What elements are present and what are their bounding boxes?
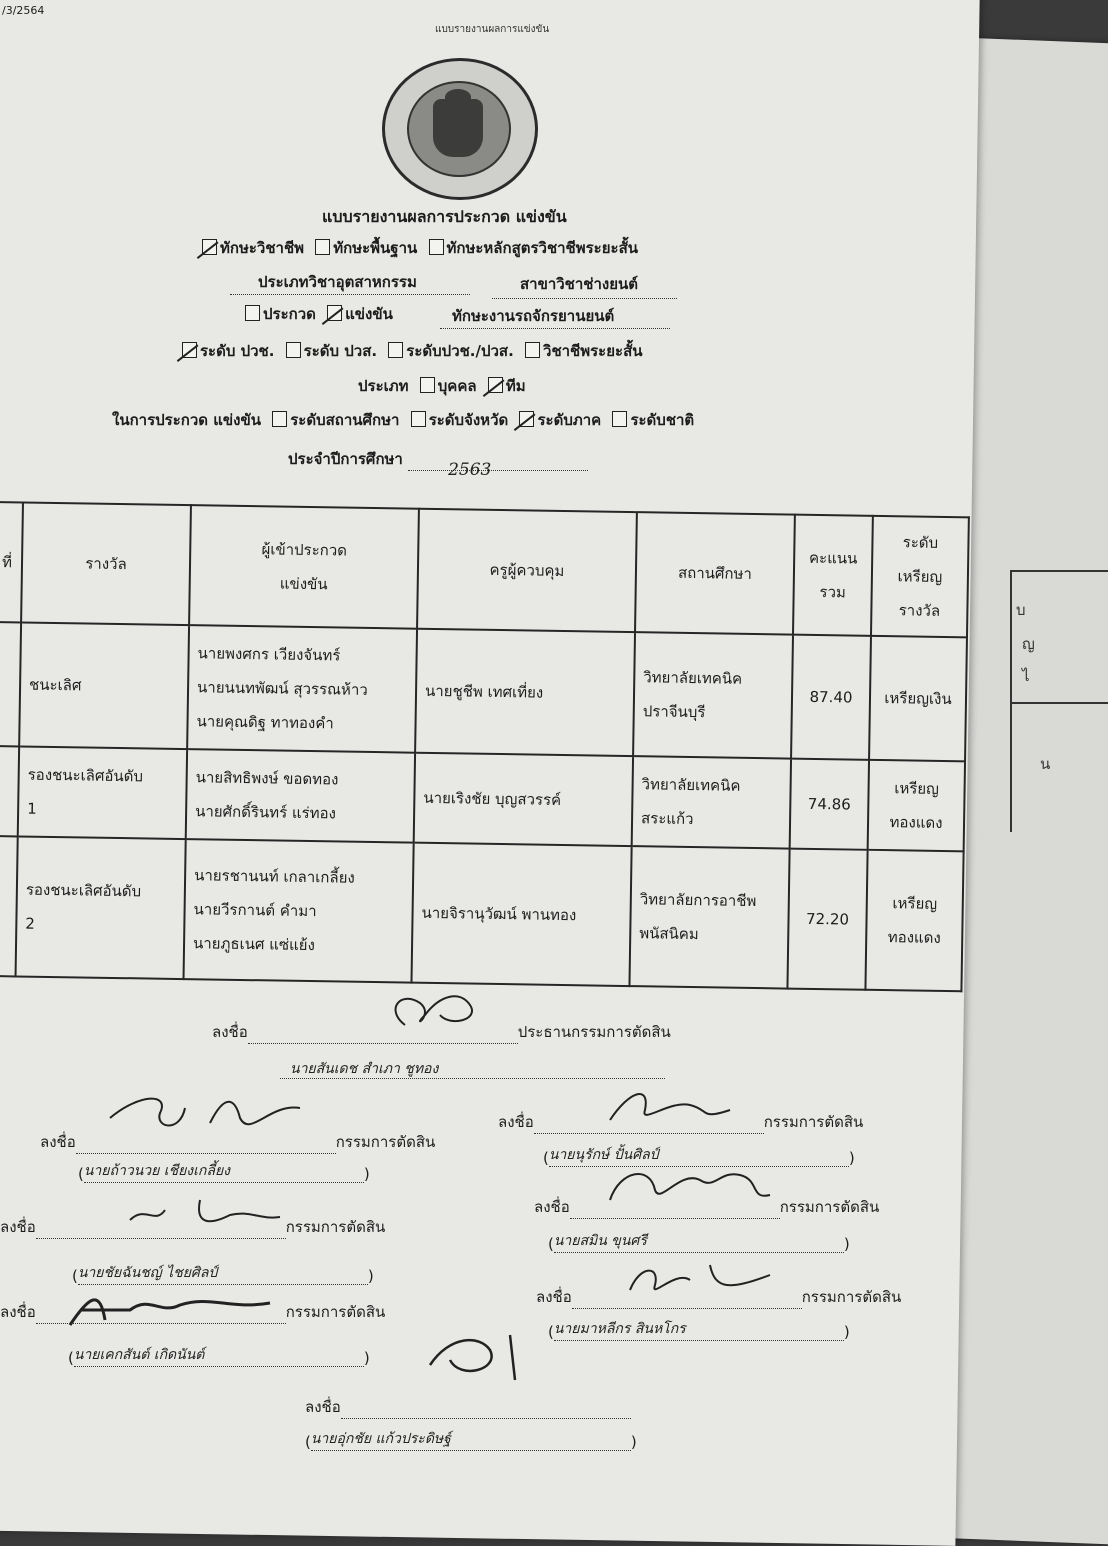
type-label: ประเภท xyxy=(358,377,409,395)
corner-date: /3/2564 xyxy=(2,4,45,17)
award-cell: รองชนะเลิศอันดับ 1 xyxy=(18,746,187,839)
level-options xyxy=(182,339,642,363)
judge1-sign-line xyxy=(40,1130,435,1154)
teacher-cell: นายชูชีพ เทศเที่ยง xyxy=(415,629,635,756)
medal-cell: เหรียญ ทองแดง xyxy=(865,850,963,991)
judge-role: กรรมการตัดสิน xyxy=(763,1113,864,1131)
contest-kind-options xyxy=(245,302,393,326)
judge6-name: นายมาหลีกร สินหโกร xyxy=(554,1318,844,1341)
academic-year xyxy=(288,447,588,480)
checkbox[interactable] xyxy=(388,342,403,358)
score-cell: 87.40 xyxy=(791,635,871,760)
checkbox[interactable] xyxy=(245,305,260,321)
checkbox-checked[interactable] xyxy=(519,411,534,427)
back-sheet-text: ญ xyxy=(1022,635,1035,653)
judge7-name-line: (นายอุ่กชัย แก้วประดิษฐ์ ) xyxy=(305,1428,637,1451)
checkbox-checked[interactable] xyxy=(327,305,342,321)
scope-option-label: ระดับชาติ xyxy=(630,411,695,429)
results-table xyxy=(0,501,970,992)
sign-label: ลงชื่อ xyxy=(40,1133,76,1151)
score-cell: 74.86 xyxy=(790,759,869,850)
checkbox-checked[interactable] xyxy=(182,342,197,358)
col-header-medal: ระดับ เหรียญ รางวัล xyxy=(871,516,969,637)
contest-kind-label: แข่งขัน xyxy=(345,305,393,323)
col-header-contestants: ผู้เข้าประกวด แข่งขัน xyxy=(189,505,419,629)
skill-option-label: ทักษะหลักสูตรวิชาชีพระยะสั้น xyxy=(446,239,638,257)
skill-option-label: ทักษะพื้นฐาน xyxy=(333,239,418,257)
judge5-name: นายเคกสันต์ เกิดนันต์ xyxy=(74,1344,364,1367)
checkbox[interactable] xyxy=(420,377,435,393)
school-cell: วิทยาลัยการอาชีพ พนัสนิคม xyxy=(629,846,789,988)
judge3-name-line: (นายชัยฉันชญ์ ไชยศิลป์ ) xyxy=(72,1262,374,1285)
judge7-sign-line xyxy=(305,1395,631,1419)
chairman-sign-line xyxy=(212,1020,671,1044)
level-label: วิชาชีพระยะสั้น xyxy=(543,342,643,360)
judge6-name-line: (นายมาหลีกร สินหโกร ) xyxy=(548,1318,850,1341)
sign-label: ลงชื่อ xyxy=(0,1303,36,1321)
form-title: แบบรายงานผลการประกวด แข่งขัน xyxy=(322,207,567,226)
col-header-school: สถานศึกษา xyxy=(635,512,795,634)
seal-emblem xyxy=(407,81,511,177)
checkbox[interactable] xyxy=(286,342,301,358)
teacher-cell: นายเริงชัย บุญสวรรค์ xyxy=(414,753,633,846)
judge1-name-line: (นายถ้าวนวย เชียงเกลี้ยง ) xyxy=(78,1160,370,1183)
judge5-name-line: (นายเคกสันต์ เกิดนันต์ ) xyxy=(68,1344,370,1367)
scope-label: ในการประกวด แข่งขัน xyxy=(112,411,261,429)
type-option-label: บุคคล xyxy=(437,377,477,395)
school-cell: วิทยาลัยเทคนิค ปราจีนบุรี xyxy=(633,632,793,758)
type-options xyxy=(358,374,526,398)
school-cell: วิทยาลัยเทคนิค สระแก้ว xyxy=(632,756,791,848)
judge2-sign-line xyxy=(498,1110,863,1134)
judge4-name: นายสมิน ขุนศรี xyxy=(554,1230,844,1253)
field-label: สาขาวิชาช่างยนต์ xyxy=(520,275,638,293)
sign-label: ลงชื่อ xyxy=(212,1023,248,1041)
checkbox[interactable] xyxy=(612,411,627,427)
judge3-name: นายชัยฉันชญ์ ไชยศิลป์ xyxy=(78,1262,368,1285)
checkbox[interactable] xyxy=(411,411,426,427)
judge-role: กรรมการตัดสิน xyxy=(335,1133,436,1151)
chairman-role: ประธานกรรมการตัดสิน xyxy=(517,1023,671,1041)
sign-label: ลงชื่อ xyxy=(536,1288,572,1306)
judge-role: กรรมการตัดสิน xyxy=(285,1218,386,1236)
vocational-education-seal xyxy=(382,58,538,200)
table-row xyxy=(0,622,967,761)
judge4-sign-line xyxy=(534,1195,879,1219)
skill-option-label: ทักษะวิชาชีพ xyxy=(220,239,305,257)
contestants-cell: นายสิทธิพงษ์ ขอดทอง นายศักดิ์รินทร์ แร่ทอง xyxy=(186,749,415,843)
judge4-name-line: (นายสมิน ขุนศรี ) xyxy=(548,1230,850,1253)
judge6-sign-line xyxy=(536,1285,901,1309)
table-row xyxy=(0,836,964,991)
judge2-name: นายนุรักษ์ ปั้นศิลป์ xyxy=(549,1144,849,1167)
checkbox-checked[interactable] xyxy=(202,239,217,255)
skill-type-options xyxy=(202,236,638,260)
checkbox[interactable] xyxy=(525,342,540,358)
col-header-award: รางวัล xyxy=(21,502,191,625)
checkbox[interactable] xyxy=(315,239,330,255)
col-header-teacher: ครูผู้ควบคุม xyxy=(417,509,637,632)
year-label: ประจำปีการศึกษา xyxy=(288,450,403,468)
category-label: ประเภทวิชาอุตสาหกรรม xyxy=(258,273,417,291)
back-sheet-text: น xyxy=(1040,755,1051,773)
award-cell: รองชนะเลิศอันดับ 2 xyxy=(16,836,186,979)
contestants-cell: นายพงศกร เวียงจันทร์ นายนนทพัฒน์ สุวรรณห้าว นายคุณดิฐ ทาทองคำ xyxy=(187,625,417,753)
score-cell: 72.20 xyxy=(787,849,867,990)
contest-name: ทักษะงานรถจักรยานยนต์ xyxy=(452,307,615,325)
scope-option-label: ระดับจังหวัด xyxy=(428,411,509,429)
type-option-label: ทีม xyxy=(505,377,526,395)
judge-role: กรรมการตัดสิน xyxy=(285,1303,386,1321)
col-header-score: คะแนน รวม xyxy=(793,515,873,636)
contest-kind-label: ประกวด xyxy=(263,305,316,323)
medal-cell: เหรียญเงิน xyxy=(869,636,967,761)
sign-label: ลงชื่อ xyxy=(498,1113,534,1131)
judge3-sign-line xyxy=(0,1215,385,1239)
level-label: ระดับ ปวช. xyxy=(200,342,275,360)
table-header-row xyxy=(0,502,969,637)
checkbox-checked[interactable] xyxy=(488,377,503,393)
sign-label: ลงชื่อ xyxy=(0,1218,36,1236)
header-small-title: แบบรายงานผลการแข่งขัน xyxy=(435,24,550,35)
level-label: ระดับ ปวส. xyxy=(303,342,378,360)
judge7-signature xyxy=(420,1325,540,1385)
judge5-sign-line xyxy=(0,1300,385,1324)
sign-label: ลงชื่อ xyxy=(534,1198,570,1216)
sign-label: ลงชื่อ xyxy=(305,1398,341,1416)
scope-options xyxy=(112,408,694,432)
chairman-name: นายสันเดช สำเภา ชูทอง xyxy=(290,1061,439,1077)
year-value: 2563 xyxy=(448,460,492,480)
award-cell: ชนะเลิศ xyxy=(19,622,189,749)
judge-role: กรรมการตัดสิน xyxy=(801,1288,902,1306)
checkbox[interactable] xyxy=(272,411,287,427)
medal-cell: เหรียญ ทองแดง xyxy=(868,760,965,851)
scope-option-label: ระดับภาค xyxy=(537,411,602,429)
back-sheet-text: บ xyxy=(1016,601,1026,619)
judge-role: กรรมการตัดสิน xyxy=(779,1198,880,1216)
judge1-name: นายถ้าวนวย เชียงเกลี้ยง xyxy=(84,1160,364,1183)
judge7-name: นายอุ่กชัย แก้วประดิษฐ์ xyxy=(311,1428,631,1451)
judge2-name-line: (นายนุรักษ์ ปั้นศิลป์ ) xyxy=(543,1144,855,1167)
back-sheet-text: ไ xyxy=(1022,667,1030,685)
scope-option-label: ระดับสถานศึกษา xyxy=(290,411,400,429)
teacher-cell: นายจิรานุวัฒน์ พานทอง xyxy=(411,843,631,986)
table-row xyxy=(0,746,965,851)
level-label: ระดับปวช./ปวส. xyxy=(406,342,514,360)
col-header-no: ที่ xyxy=(0,502,23,622)
contestants-cell: นายรชานนท์ เกลาเกลี้ยง นายวีรกานต์ คำมา นายภูธเนศ แซ่แย้ง xyxy=(184,839,414,983)
checkbox[interactable] xyxy=(429,239,444,255)
